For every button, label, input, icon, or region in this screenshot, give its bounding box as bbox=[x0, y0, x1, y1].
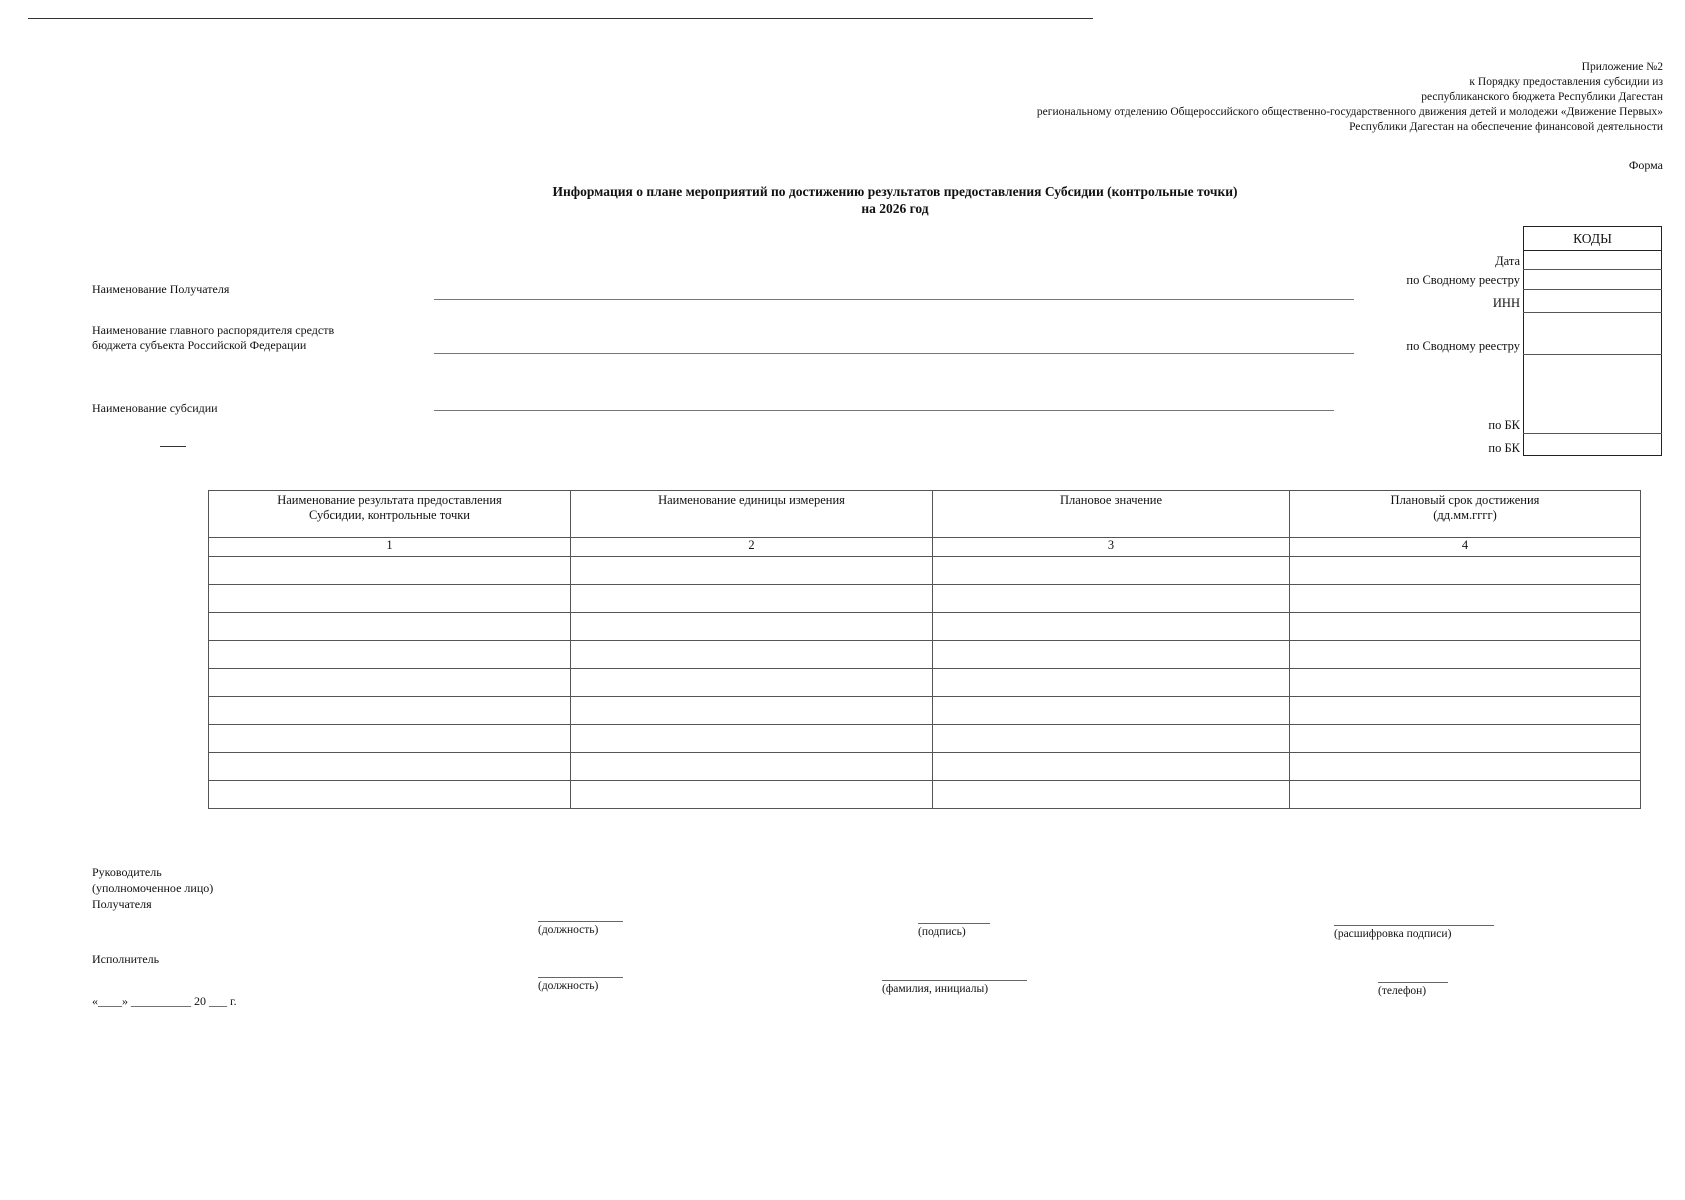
header-unit-name: Наименование единицы измерения bbox=[571, 491, 933, 538]
codes-row-divider bbox=[1523, 433, 1662, 434]
short-dash bbox=[160, 446, 186, 447]
table-cell[interactable] bbox=[571, 557, 933, 585]
table-cell[interactable] bbox=[1290, 641, 1641, 669]
table-number-row bbox=[209, 538, 1641, 557]
table-cell[interactable] bbox=[209, 613, 571, 641]
results-table bbox=[208, 490, 1641, 809]
column-number: 1 bbox=[209, 538, 571, 557]
codes-row-divider bbox=[1523, 312, 1662, 313]
table-cell[interactable] bbox=[933, 641, 1290, 669]
head-label: Руководитель (уполномоченное лицо) Получателя bbox=[92, 865, 214, 911]
executor-name-line bbox=[882, 980, 1027, 981]
table-cell[interactable] bbox=[933, 725, 1290, 753]
codes-row-divider bbox=[1523, 354, 1662, 355]
appendix-line: региональному отделению Общероссийского общественно-государственного движения детей и молодежи «Движение Первых» bbox=[1036, 106, 1663, 118]
table-cell[interactable] bbox=[571, 669, 933, 697]
document-title bbox=[400, 183, 1390, 217]
recipient-label: Наименование Получателя bbox=[92, 282, 230, 296]
manager-label-line: Наименование главного распорядителя средств bbox=[92, 323, 335, 337]
table-cell[interactable] bbox=[1290, 557, 1641, 585]
table-cell[interactable] bbox=[209, 669, 571, 697]
form-label: Форма bbox=[1628, 158, 1663, 172]
table-cell[interactable] bbox=[1290, 781, 1641, 809]
table-cell[interactable] bbox=[571, 781, 933, 809]
codes-box bbox=[1523, 250, 1662, 456]
executor-name-caption: (фамилия, инициалы) bbox=[882, 983, 989, 995]
column-number: 2 bbox=[571, 538, 933, 557]
executor-label: Исполнитель bbox=[92, 952, 160, 966]
table-cell[interactable] bbox=[571, 641, 933, 669]
executor-position-line bbox=[538, 977, 623, 978]
codes-row-divider bbox=[1523, 269, 1662, 270]
column-number: 4 bbox=[1290, 538, 1641, 557]
codes-header: КОДЫ bbox=[1523, 226, 1662, 251]
manager-fill-line bbox=[434, 353, 1354, 354]
appendix-line: к Порядку предоставления субсидии из bbox=[1469, 76, 1663, 88]
signature-caption: (подпись) bbox=[918, 926, 966, 938]
codes-label-bk: по БК bbox=[1488, 441, 1520, 455]
table-cell[interactable] bbox=[571, 725, 933, 753]
table-cell[interactable] bbox=[209, 753, 571, 781]
decoding-caption: (расшифровка подписи) bbox=[1334, 928, 1452, 940]
table-cell[interactable] bbox=[933, 697, 1290, 725]
table-cell[interactable] bbox=[933, 613, 1290, 641]
executor-phone-caption: (телефон) bbox=[1378, 985, 1427, 997]
table-row bbox=[209, 613, 1641, 641]
date-line: «____» __________ 20 ___ г. bbox=[92, 994, 237, 1008]
table-cell[interactable] bbox=[933, 585, 1290, 613]
table-cell[interactable] bbox=[209, 725, 571, 753]
table-row bbox=[209, 725, 1641, 753]
table-cell[interactable] bbox=[1290, 613, 1641, 641]
table-cell[interactable] bbox=[933, 557, 1290, 585]
table-header-row bbox=[209, 491, 1641, 538]
codes-row-divider bbox=[1523, 289, 1662, 290]
table-cell[interactable] bbox=[933, 669, 1290, 697]
subsidy-label: Наименование субсидии bbox=[92, 401, 218, 415]
subsidy-fill-line bbox=[434, 410, 1334, 411]
table-cell[interactable] bbox=[209, 697, 571, 725]
executor-phone-line bbox=[1378, 982, 1448, 983]
signature-line bbox=[918, 923, 990, 924]
table-row bbox=[209, 697, 1641, 725]
title-line-2: на 2026 год bbox=[861, 201, 929, 216]
position-signature-line bbox=[538, 921, 623, 922]
table-cell[interactable] bbox=[209, 781, 571, 809]
table-cell[interactable] bbox=[571, 753, 933, 781]
appendix-header bbox=[1037, 60, 1663, 135]
appendix-line: Республики Дагестан на обеспечение финансовой деятельности bbox=[1349, 121, 1663, 133]
codes-label-inn: ИНН bbox=[1492, 296, 1520, 310]
codes-label-registry: по Сводному реестру bbox=[1406, 339, 1520, 353]
codes-label-registry: по Сводному реестру bbox=[1406, 273, 1520, 287]
manager-label-line: бюджета субъекта Российской Федерации bbox=[92, 338, 307, 352]
column-number: 3 bbox=[933, 538, 1290, 557]
codes-label-bk: по БК bbox=[1488, 418, 1520, 432]
table-row bbox=[209, 557, 1641, 585]
table-cell[interactable] bbox=[933, 753, 1290, 781]
manager-label bbox=[92, 323, 334, 353]
position-caption: (должность) bbox=[538, 924, 599, 936]
top-rule bbox=[28, 18, 1093, 19]
table-cell[interactable] bbox=[1290, 697, 1641, 725]
table-cell[interactable] bbox=[209, 557, 571, 585]
header-planned-date: Плановый срок достижения (дд.мм.гггг) bbox=[1290, 491, 1641, 538]
table-cell[interactable] bbox=[1290, 585, 1641, 613]
table-cell[interactable] bbox=[209, 585, 571, 613]
decoding-signature-line bbox=[1334, 925, 1494, 926]
appendix-line: Приложение №2 bbox=[1581, 61, 1663, 73]
table-cell[interactable] bbox=[1290, 669, 1641, 697]
table-cell[interactable] bbox=[1290, 753, 1641, 781]
recipient-fill-line bbox=[434, 299, 1354, 300]
header-result-name: Наименование результата предоставления Субсидии, контрольные точки bbox=[209, 491, 571, 538]
table-cell[interactable] bbox=[933, 781, 1290, 809]
table-cell[interactable] bbox=[209, 641, 571, 669]
header-planned-value: Плановое значение bbox=[933, 491, 1290, 538]
table-row bbox=[209, 781, 1641, 809]
title-line-1: Информация о плане мероприятий по достижению результатов предоставления Субсидии (контрольные точки) bbox=[552, 184, 1238, 199]
table-row bbox=[209, 669, 1641, 697]
table-row bbox=[209, 585, 1641, 613]
executor-position-caption: (должность) bbox=[538, 980, 599, 992]
table-cell[interactable] bbox=[571, 697, 933, 725]
codes-label-date: Дата bbox=[1495, 254, 1520, 268]
table-cell[interactable] bbox=[571, 585, 933, 613]
table-cell[interactable] bbox=[1290, 725, 1641, 753]
appendix-line: республиканского бюджета Республики Дагестан bbox=[1421, 91, 1663, 103]
table-row bbox=[209, 641, 1641, 669]
table-row bbox=[209, 753, 1641, 781]
table-cell[interactable] bbox=[571, 613, 933, 641]
